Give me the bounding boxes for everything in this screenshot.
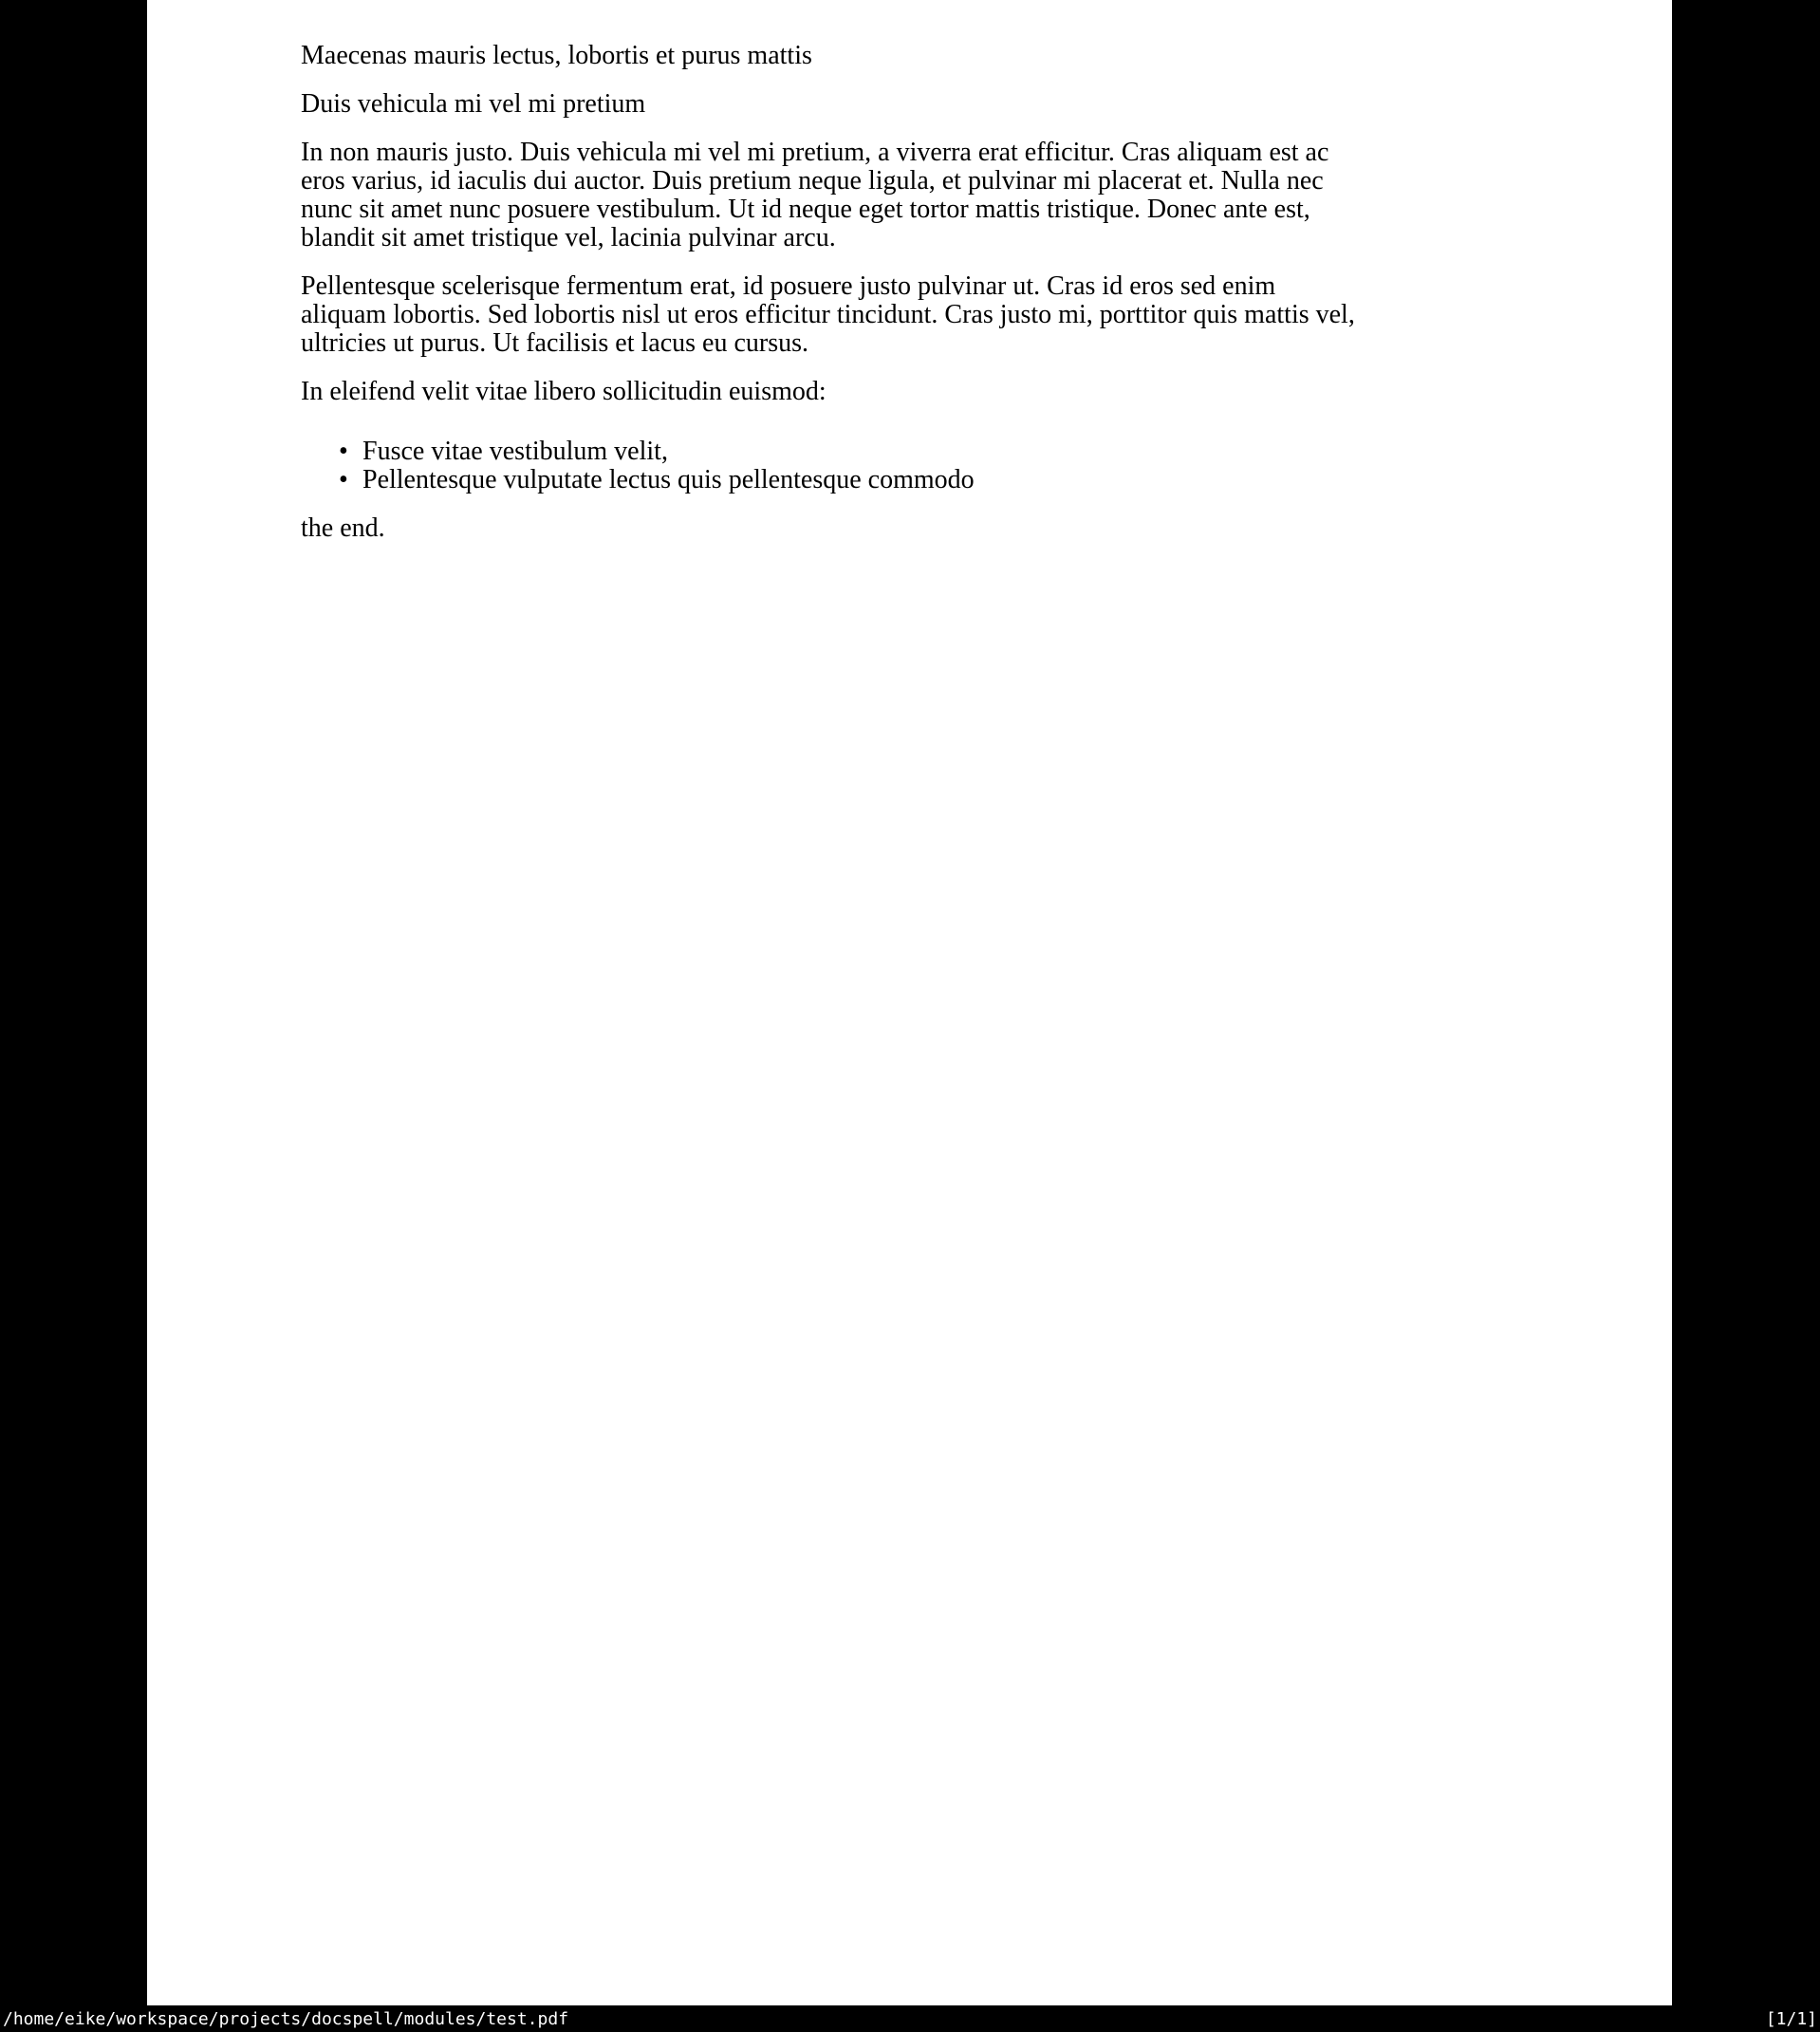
text-line: the end.: [301, 513, 385, 543]
list-item-text: Fusce vitae vestibulum velit,: [362, 437, 668, 466]
text-line: blandit sit amet tristique vel, lacinia pulvinar arcu.: [301, 223, 836, 252]
text-line: In non mauris justo. Duis vehicula mi vel mi pretium, a viverra erat efficitur. Cras aliquam est ac: [301, 138, 1329, 167]
bullet-icon: •: [339, 465, 348, 494]
paragraph-4: [301, 272, 1634, 358]
statusbar-filepath: /home/eike/workspace/projects/docspell/modules/test.pdf: [3, 2008, 569, 2029]
text-line: In eleifend velit vitae libero sollicitudin euismod:: [301, 377, 826, 406]
paragraph-3: [301, 139, 1634, 252]
pdf-page: [147, 0, 1672, 2005]
text-line: Maecenas mauris lectus, lobortis et purus mattis: [301, 41, 812, 70]
list-item: [301, 438, 1634, 466]
closing-paragraph: [301, 514, 1634, 543]
text-line: Duis vehicula mi vel mi pretium: [301, 89, 646, 119]
text-line: aliquam lobortis. Sed lobortis nisl ut eros efficitur tincidunt. Cras justo mi, porttitor quis mattis vel,: [301, 300, 1355, 329]
statusbar: [0, 2005, 1820, 2032]
paragraph-2: [301, 90, 1634, 119]
text-line: Pellentesque scelerisque fermentum erat, id posuere justo pulvinar ut. Cras id eros sed enim: [301, 271, 1276, 301]
text-line: eros varius, id iaculis dui auctor. Duis pretium neque ligula, et pulvinar mi placerat et. Nulla nec: [301, 166, 1324, 196]
paragraph-1: [301, 42, 1634, 70]
bullet-icon: •: [339, 437, 348, 466]
page-content: [147, 0, 1672, 543]
text-line: nunc sit amet nunc posuere vestibulum. Ut id neque eget tortor mattis tristique. Donec ante est,: [301, 195, 1310, 224]
bullet-list: [301, 438, 1634, 494]
statusbar-page-indicator: [1/1]: [1765, 2008, 1817, 2029]
list-item: [301, 466, 1634, 494]
text-line: ultricies ut purus. Ut facilisis et lacus eu cursus.: [301, 328, 808, 358]
paragraph-5: [301, 378, 1634, 406]
list-item-text: Pellentesque vulputate lectus quis pellentesque commodo: [362, 465, 975, 494]
